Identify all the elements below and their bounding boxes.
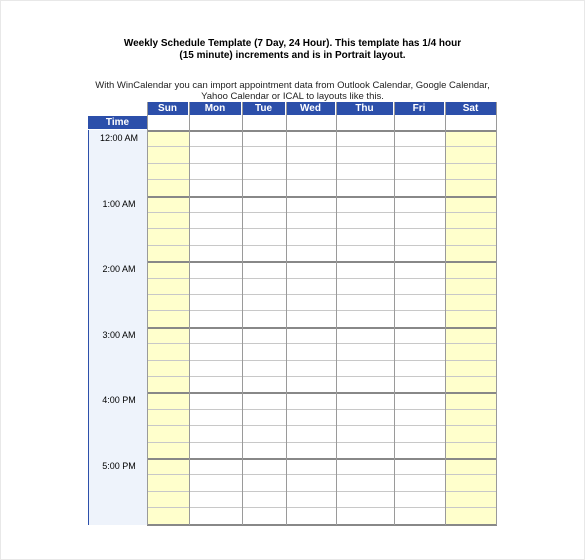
weekly-schedule-grid: [88, 102, 497, 525]
day-header-tue: Tue: [242, 102, 286, 115]
column-divider: [147, 102, 148, 525]
time-column: [88, 130, 148, 525]
document-title: [80, 38, 505, 62]
title-line-2: (15 minute) increments and is in Portrait layout.: [179, 50, 406, 61]
column-divider: [286, 102, 287, 525]
title-line-1: Weekly Schedule Template (7 Day, 24 Hour). This template has 1/4 hour: [123, 38, 462, 49]
day-header-sun: Sun: [147, 102, 189, 115]
column-divider: [445, 102, 446, 525]
column-divider: [394, 102, 395, 525]
day-header-thu: Thu: [336, 102, 394, 115]
intro-line-2: Yahoo Calendar or ICAL to layouts like this.: [201, 91, 384, 102]
hour-label: 5:00 PM: [102, 461, 136, 471]
day-header-sat: Sat: [445, 102, 497, 115]
intro-line-1: With WinCalendar you can import appointment data from Outlook Calendar, Google Calendar,: [95, 80, 490, 91]
hour-label: 1:00 AM: [102, 198, 136, 209]
column-divider: [496, 102, 497, 525]
time-column-header: Time: [88, 116, 147, 129]
column-divider: [189, 102, 190, 525]
hour-label: 4:00 PM: [102, 395, 136, 406]
hour-label: 3:00 AM: [102, 329, 136, 340]
hour-label: 12:00 AM: [99, 133, 139, 143]
day-header-mon: Mon: [189, 102, 242, 115]
column-divider: [242, 102, 243, 525]
column-divider: [336, 102, 337, 525]
day-header-wed: Wed: [286, 102, 336, 115]
day-header-fri: Fri: [394, 102, 445, 115]
hour-label: 2:00 AM: [102, 264, 136, 275]
intro-text: [80, 80, 505, 102]
